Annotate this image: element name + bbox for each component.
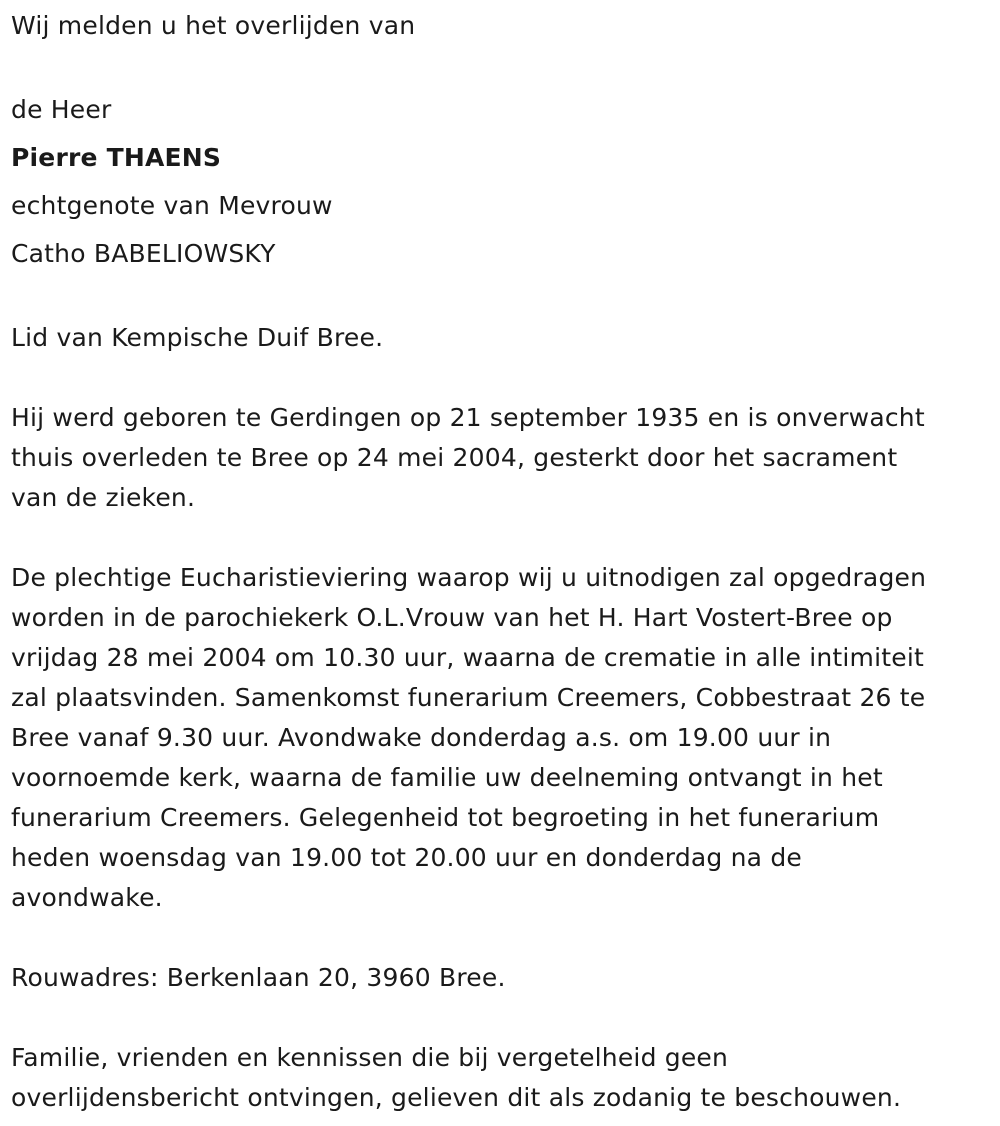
ceremony-paragraph (11, 558, 986, 918)
spacer (11, 278, 986, 318)
membership-text: Lid van Kempische Duif Bree. (11, 323, 384, 352)
mourning-address: Rouwadres: Berkenlaan 20, 3960 Bree. (11, 963, 506, 992)
closing-paragraph (11, 1038, 986, 1118)
paragraph-line: Hij werd geboren te Gerdingen op 21 september 1935 en is onverwacht (11, 403, 925, 432)
spacer (11, 998, 986, 1038)
paragraph-line: Bree vanaf 9.30 uur. Avondwake donderdag a.s. om 19.00 uur in (11, 723, 832, 752)
paragraph-line: vrijdag 28 mei 2004 om 10.30 uur, waarna de crematie in alle intimiteit (11, 643, 924, 672)
paragraph-line: De plechtige Eucharistieviering waarop wij u uitnodigen zal opgedragen (11, 563, 927, 592)
paragraph-line: thuis overleden te Bree op 24 mei 2004, gesterkt door het sacrament (11, 443, 898, 472)
paragraph-line: avondwake. (11, 883, 163, 912)
paragraph-line: Familie, vrienden en kennissen die bij vergetelheid geen (11, 1043, 729, 1072)
paragraph-line: zal plaatsvinden. Samenkomst funerarium Creemers, Cobbestraat 26 te (11, 683, 926, 712)
intro-text: Wij melden u het overlijden van (11, 11, 416, 40)
paragraph-line: heden woensdag van 19.00 tot 20.00 uur en donderdag na de (11, 843, 803, 872)
deceased-name: Pierre THAENS (11, 143, 222, 172)
paragraph-line: funerarium Creemers. Gelegenheid tot begroeting in het funerarium (11, 803, 880, 832)
spacer (11, 518, 986, 558)
spouse-name: Catho BABELIOWSKY (11, 239, 276, 268)
paragraph-line: van de zieken. (11, 483, 196, 512)
paragraph-line: voornoemde kerk, waarna de familie uw deelneming ontvangt in het (11, 763, 883, 792)
paragraph-line: worden in de parochiekerk O.L.Vrouw van het H. Hart Vostert-Bree op (11, 603, 893, 632)
spouse-label: echtgenote van Mevrouw (11, 191, 333, 220)
birth-death-paragraph (11, 398, 986, 518)
spacer (11, 358, 986, 398)
paragraph-line: overlijdensbericht ontvingen, gelieven dit als zodanig te beschouwen. (11, 1083, 902, 1112)
spacer (11, 918, 986, 958)
spacer (11, 46, 986, 86)
honorific: de Heer (11, 95, 112, 124)
